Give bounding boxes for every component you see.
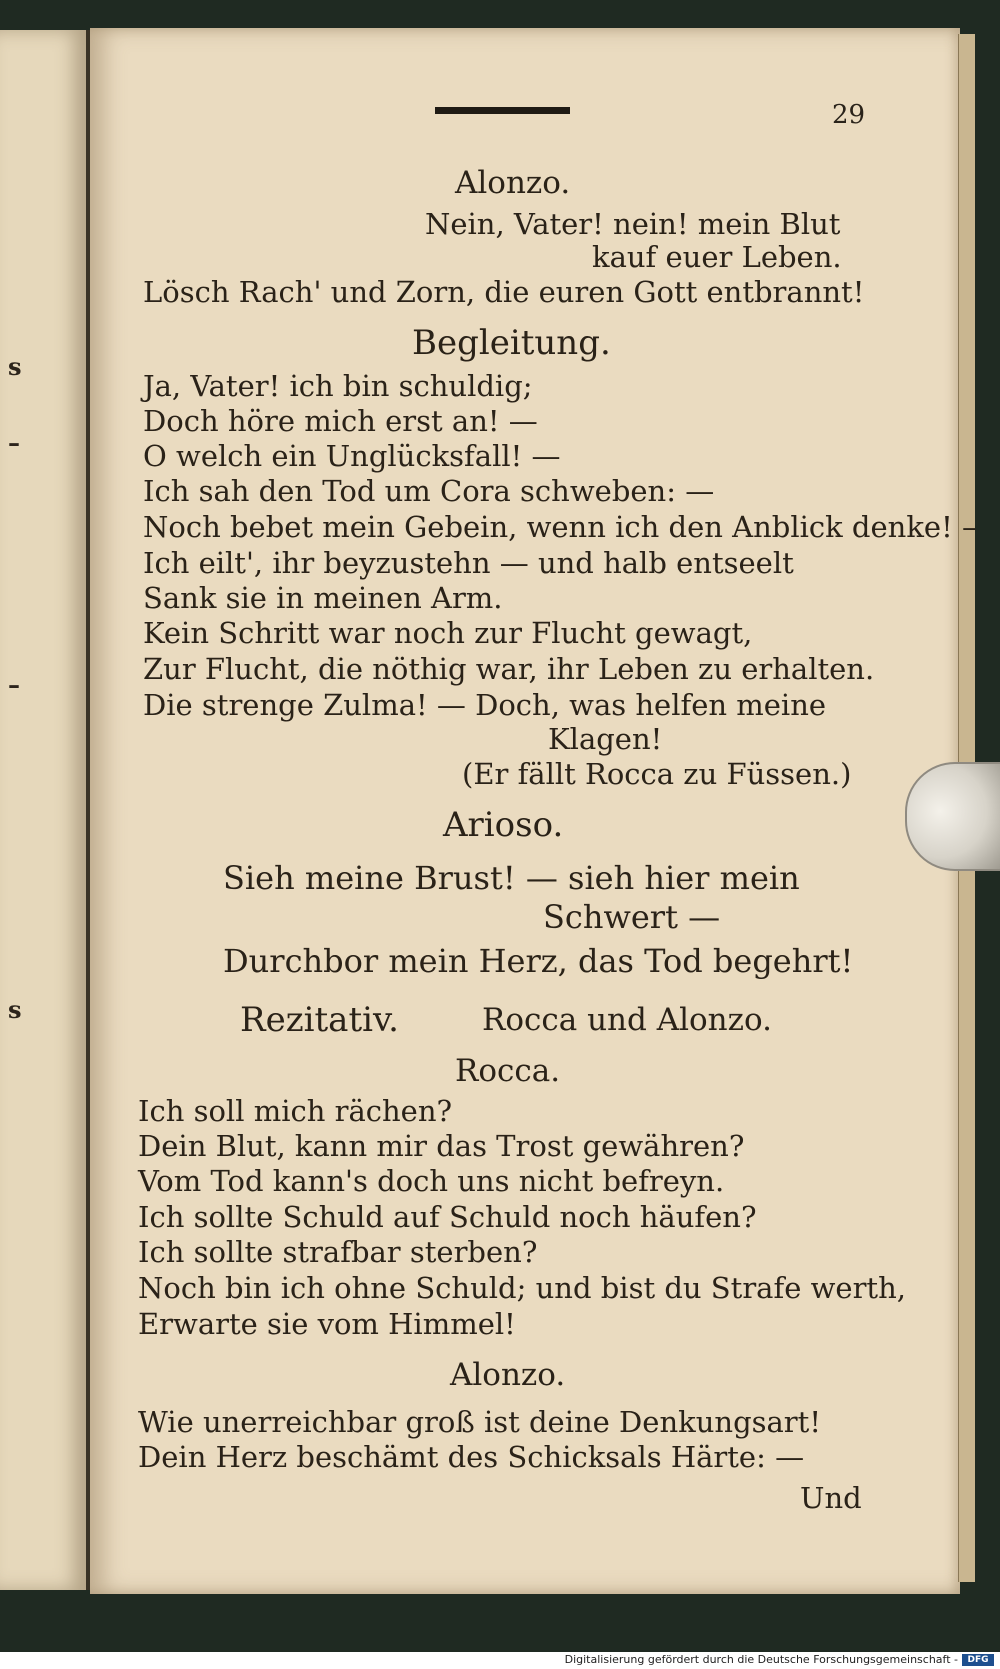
verse-line: Ich sollte Schuld auf Schuld noch häufen? <box>138 1200 757 1234</box>
verse-line: Nein, Vater! nein! mein Blut <box>425 207 841 241</box>
speaker-rocca: Rocca. <box>455 1053 561 1089</box>
speaker-heading: Rocca und Alonzo. <box>482 1002 772 1038</box>
arioso-line: Durchbor mein Herz, das Tod begehrt! <box>223 942 854 980</box>
verse-line: Die strenge Zulma! — Doch, was helfen meine <box>143 688 827 722</box>
verse-line: Klagen! <box>548 722 663 756</box>
verse-line: Kein Schritt war noch zur Flucht gewagt, <box>143 616 753 650</box>
footer-credit: Digitalisierung gefördert durch die Deutsche Forschungsgemeinschaft - <box>564 1653 958 1666</box>
left-page-mark: – <box>8 670 20 699</box>
left-page-mark: s <box>8 352 22 381</box>
stage-direction: (Er fällt Rocca zu Füssen.) <box>462 757 852 791</box>
verse-line: Ich eilt', ihr beyzustehn — und halb entseelt <box>143 546 794 580</box>
verse-line: Ich sollte strafbar sterben? <box>138 1235 538 1269</box>
section-heading: Arioso. <box>443 805 564 845</box>
left-page-edge <box>0 30 89 1590</box>
left-page-mark: s <box>8 995 22 1024</box>
verse-line: Ich sah den Tod um Cora schweben: — <box>143 474 715 508</box>
verse-line: Vom Tod kann's doch uns nicht befreyn. <box>138 1164 725 1198</box>
arioso-line: Schwert — <box>543 898 721 936</box>
verse-line: kauf euer Leben. <box>592 240 842 274</box>
dfg-logo: DFG <box>962 1654 994 1666</box>
verse-line: Ich soll mich rächen? <box>138 1094 453 1128</box>
speaker-alonzo: Alonzo. <box>455 165 571 201</box>
verse-line: O welch ein Unglücksfall! — <box>143 439 561 473</box>
verse-line: Erwarte sie vom Himmel! <box>138 1307 516 1341</box>
verse-line: Noch bebet mein Gebein, wenn ich den Anblick denke! – <box>143 510 977 544</box>
page-number: 29 <box>832 100 866 130</box>
verse-line: Doch höre mich erst an! — <box>143 404 538 438</box>
verse-line: Wie unerreichbar groß ist deine Denkungsart! <box>138 1405 821 1439</box>
left-page-mark: – <box>8 428 20 457</box>
verse-line: Sank sie in meinen Arm. <box>143 581 503 615</box>
verse-line: Ja, Vater! ich bin schuldig; <box>143 369 533 403</box>
section-heading: Rezitativ. <box>240 1000 399 1040</box>
verse-line: Noch bin ich ohne Schuld; und bist du Strafe werth, <box>138 1271 906 1305</box>
speaker-alonzo: Alonzo. <box>450 1357 566 1393</box>
head-rule <box>435 107 570 114</box>
catchword: Und <box>800 1481 862 1515</box>
verse-line: Dein Blut, kann mir das Trost gewähren? <box>138 1129 745 1163</box>
verse-line: Zur Flucht, die nöthig war, ihr Leben zu erhalten. <box>143 652 875 686</box>
section-heading: Begleitung. <box>412 323 611 363</box>
verse-line: Lösch Rach' und Zorn, die euren Gott entbrannt! <box>143 275 865 309</box>
page-clip <box>905 762 1000 871</box>
arioso-line: Sieh meine Brust! — sieh hier mein <box>223 859 800 897</box>
verse-line: Dein Herz beschämt des Schicksals Härte: — <box>138 1440 805 1474</box>
